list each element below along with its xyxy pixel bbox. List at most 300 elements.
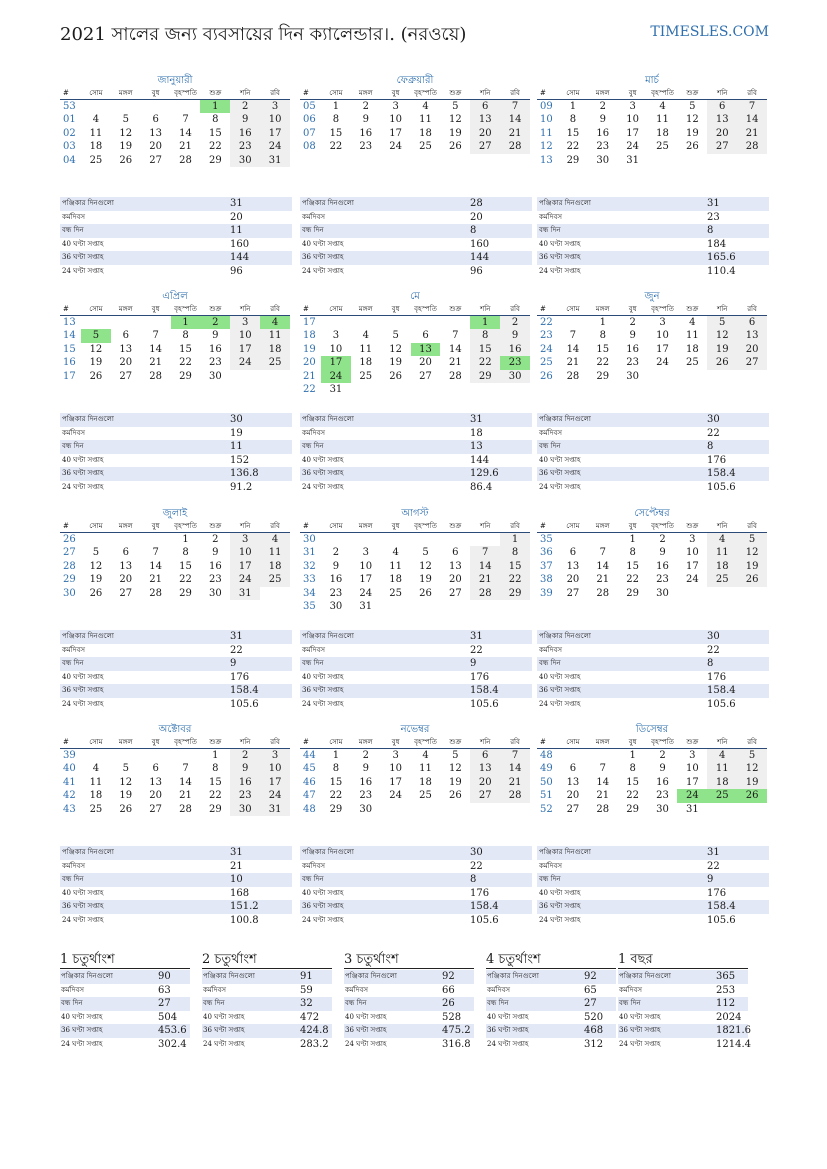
day-cell[interactable]: 9 (230, 113, 260, 126)
day-cell[interactable]: 3 (689, 534, 696, 545)
day-cell[interactable]: 30 (626, 370, 640, 382)
day-cell[interactable]: 1 (470, 316, 500, 329)
day-cell[interactable]: 27 (566, 587, 580, 599)
day-cell[interactable]: 12 (737, 762, 767, 775)
day-cell[interactable]: 18 (707, 560, 737, 573)
day-cell[interactable]: 6 (470, 749, 500, 762)
day-cell[interactable]: 6 (569, 547, 577, 559)
day-cell[interactable]: 11 (419, 114, 432, 126)
day-cell[interactable]: 24 (230, 573, 260, 586)
day-cell[interactable]: 6 (452, 547, 459, 559)
day-cell[interactable]: 27 (470, 789, 500, 802)
day-cell[interactable]: 11 (89, 776, 103, 788)
day-cell[interactable]: 25 (260, 356, 290, 369)
day-cell[interactable]: 24 (626, 141, 640, 153)
day-cell[interactable]: 14 (596, 560, 610, 572)
day-cell[interactable]: 4 (260, 533, 290, 546)
day-cell[interactable]: 24 (677, 789, 707, 802)
day-cell[interactable]: 6 (122, 330, 129, 342)
day-cell[interactable]: 2 (599, 101, 606, 112)
day-cell[interactable]: 28 (500, 140, 530, 153)
day-cell[interactable]: 7 (599, 547, 606, 559)
day-cell[interactable]: 18 (419, 127, 432, 139)
day-cell[interactable]: 20 (119, 574, 133, 586)
day-cell[interactable]: 25 (707, 789, 737, 802)
day-cell[interactable]: 7 (500, 749, 530, 762)
day-cell[interactable]: 21 (179, 790, 192, 802)
day-cell[interactable]: 4 (260, 316, 290, 329)
day-cell[interactable]: 20 (707, 127, 737, 140)
day-cell[interactable]: 28 (449, 370, 462, 382)
day-cell[interactable]: 25 (707, 573, 737, 586)
day-cell[interactable]: 24 (260, 140, 290, 153)
day-cell[interactable]: 10 (230, 546, 260, 559)
day-cell[interactable]: 27 (566, 803, 580, 815)
day-cell[interactable]: 28 (149, 587, 163, 599)
day-cell[interactable]: 20 (449, 574, 462, 586)
day-cell[interactable]: 17 (656, 343, 669, 355)
day-cell[interactable]: 5 (392, 330, 399, 342)
day-cell[interactable]: 29 (329, 803, 343, 815)
day-cell[interactable]: 10 (359, 560, 373, 572)
day-cell[interactable]: 30 (230, 803, 260, 816)
day-cell[interactable]: 15 (626, 776, 640, 788)
day-cell[interactable]: 16 (359, 776, 373, 788)
day-cell[interactable]: 31 (230, 587, 260, 600)
day-cell[interactable]: 14 (449, 343, 462, 355)
day-cell[interactable]: 9 (362, 114, 369, 126)
day-cell[interactable]: 25 (419, 790, 432, 802)
day-cell[interactable]: 20 (149, 790, 163, 802)
day-cell[interactable]: 29 (500, 587, 530, 600)
day-cell[interactable]: 13 (149, 776, 163, 788)
day-cell[interactable]: 29 (626, 587, 640, 599)
day-cell[interactable]: 24 (656, 357, 669, 369)
day-cell[interactable]: 27 (449, 587, 462, 599)
day-cell[interactable]: 4 (689, 317, 696, 328)
day-cell[interactable]: 7 (737, 100, 767, 113)
day-cell[interactable]: 14 (470, 560, 500, 573)
day-cell[interactable]: 15 (179, 343, 192, 355)
day-cell[interactable]: 20 (737, 343, 767, 356)
day-cell[interactable]: 29 (596, 370, 610, 382)
day-cell[interactable]: 29 (566, 154, 580, 166)
day-cell[interactable]: 16 (596, 127, 610, 139)
day-cell[interactable]: 6 (569, 763, 577, 775)
day-cell[interactable]: 23 (230, 140, 260, 153)
day-cell[interactable]: 7 (152, 547, 159, 559)
day-cell[interactable]: 22 (566, 141, 580, 153)
day-cell[interactable]: 8 (470, 329, 500, 342)
day-cell[interactable]: 11 (419, 763, 432, 775)
day-cell[interactable]: 30 (656, 803, 669, 815)
day-cell[interactable]: 29 (209, 803, 222, 815)
day-cell[interactable]: 29 (626, 803, 640, 815)
day-cell[interactable]: 12 (686, 114, 699, 126)
day-cell[interactable]: 2 (659, 534, 666, 545)
day-cell[interactable]: 22 (596, 357, 610, 369)
day-cell[interactable]: 8 (599, 330, 606, 342)
day-cell[interactable]: 16 (329, 574, 343, 586)
day-cell[interactable]: 3 (362, 547, 369, 559)
day-cell[interactable]: 28 (500, 789, 530, 802)
day-cell[interactable]: 19 (89, 574, 103, 586)
day-cell[interactable]: 3 (230, 533, 260, 546)
day-cell[interactable]: 26 (119, 803, 133, 815)
day-cell[interactable]: 8 (212, 763, 219, 775)
day-cell[interactable]: 19 (119, 790, 133, 802)
day-cell[interactable]: 21 (149, 574, 163, 586)
day-cell[interactable]: 13 (566, 776, 580, 788)
day-cell[interactable]: 4 (707, 749, 737, 762)
day-cell[interactable]: 12 (419, 560, 432, 572)
day-cell[interactable]: 14 (566, 343, 580, 355)
day-cell[interactable]: 6 (152, 763, 159, 775)
day-cell[interactable]: 17 (260, 776, 290, 789)
day-cell[interactable]: 16 (209, 560, 222, 572)
day-cell[interactable]: 27 (737, 356, 767, 369)
day-cell[interactable]: 28 (596, 803, 610, 815)
day-cell[interactable]: 4 (707, 533, 737, 546)
day-cell[interactable]: 27 (149, 154, 163, 166)
day-cell[interactable]: 30 (230, 154, 260, 167)
day-cell[interactable]: 1 (200, 100, 230, 113)
day-cell[interactable]: 14 (500, 762, 530, 775)
day-cell[interactable]: 8 (629, 547, 636, 559)
day-cell[interactable]: 20 (470, 776, 500, 789)
day-cell[interactable]: 13 (119, 560, 133, 572)
day-cell[interactable]: 17 (359, 574, 373, 586)
day-cell[interactable]: 9 (599, 114, 606, 126)
day-cell[interactable]: 25 (656, 141, 669, 153)
day-cell[interactable]: 17 (389, 776, 403, 788)
day-cell[interactable]: 25 (359, 370, 373, 382)
day-cell[interactable]: 23 (626, 357, 640, 369)
day-cell[interactable]: 5 (422, 547, 429, 559)
day-cell[interactable]: 18 (419, 776, 432, 788)
day-cell[interactable]: 26 (389, 370, 403, 382)
day-cell[interactable]: 19 (419, 574, 432, 586)
day-cell[interactable]: 21 (179, 141, 192, 153)
day-cell[interactable]: 13 (470, 762, 500, 775)
day-cell[interactable]: 10 (260, 113, 290, 126)
day-cell[interactable]: 18 (686, 343, 699, 355)
day-cell[interactable]: 12 (449, 763, 462, 775)
day-cell[interactable]: 3 (659, 317, 666, 328)
day-cell[interactable]: 9 (500, 329, 530, 342)
day-cell[interactable]: 30 (329, 600, 343, 612)
day-cell[interactable]: 1 (332, 101, 340, 112)
day-cell[interactable]: 30 (359, 803, 373, 815)
day-cell[interactable]: 23 (329, 587, 343, 599)
day-cell[interactable]: 1 (629, 750, 636, 761)
day-cell[interactable]: 13 (707, 113, 737, 126)
day-cell[interactable]: 27 (419, 370, 432, 382)
day-cell[interactable]: 14 (500, 113, 530, 126)
day-cell[interactable]: 21 (470, 573, 500, 586)
day-cell[interactable]: 11 (260, 546, 290, 559)
day-cell[interactable]: 14 (149, 343, 163, 355)
day-cell[interactable]: 7 (470, 546, 500, 559)
day-cell[interactable]: 29 (209, 154, 222, 166)
day-cell[interactable]: 24 (389, 790, 403, 802)
day-cell[interactable]: 22 (626, 790, 640, 802)
day-cell[interactable]: 15 (329, 127, 343, 139)
day-cell[interactable]: 26 (707, 356, 737, 369)
day-cell[interactable]: 21 (500, 127, 530, 140)
day-cell[interactable]: 21 (596, 790, 610, 802)
day-cell[interactable]: 15 (209, 776, 222, 788)
day-cell[interactable]: 3 (392, 101, 399, 112)
day-cell[interactable]: 23 (500, 356, 530, 369)
day-cell[interactable]: 14 (737, 113, 767, 126)
day-cell[interactable]: 31 (626, 154, 640, 166)
day-cell[interactable]: 9 (230, 762, 260, 775)
day-cell[interactable]: 18 (89, 790, 103, 802)
day-cell[interactable]: 13 (411, 343, 441, 356)
day-cell[interactable]: 23 (209, 357, 222, 369)
day-cell[interactable]: 8 (332, 763, 340, 775)
day-cell[interactable]: 4 (422, 101, 429, 112)
day-cell[interactable]: 17 (626, 127, 640, 139)
day-cell[interactable]: 2 (212, 534, 219, 545)
day-cell[interactable]: 17 (686, 560, 699, 572)
day-cell[interactable]: 1 (332, 750, 340, 761)
day-cell[interactable]: 14 (179, 776, 192, 788)
day-cell[interactable]: 18 (359, 357, 373, 369)
day-cell[interactable]: 9 (659, 547, 666, 559)
day-cell[interactable]: 1 (569, 101, 577, 112)
day-cell[interactable]: 21 (500, 776, 530, 789)
day-cell[interactable]: 2 (362, 101, 369, 112)
day-cell[interactable]: 16 (359, 127, 373, 139)
day-cell[interactable]: 28 (149, 370, 163, 382)
day-cell[interactable]: 31 (260, 154, 290, 167)
day-cell[interactable]: 21 (566, 357, 580, 369)
day-cell[interactable]: 12 (389, 343, 403, 355)
day-cell[interactable]: 25 (686, 357, 699, 369)
day-cell[interactable]: 4 (659, 101, 666, 112)
day-cell[interactable]: 12 (119, 127, 133, 139)
day-cell[interactable]: 27 (119, 370, 133, 382)
day-cell[interactable]: 1 (171, 316, 201, 329)
day-cell[interactable]: 3 (230, 316, 260, 329)
day-cell[interactable]: 25 (89, 803, 103, 815)
day-cell[interactable]: 27 (470, 140, 500, 153)
day-cell[interactable]: 5 (452, 750, 459, 761)
day-cell[interactable]: 8 (569, 114, 577, 126)
day-cell[interactable]: 22 (329, 790, 343, 802)
day-cell[interactable]: 15 (179, 560, 192, 572)
day-cell[interactable]: 5 (81, 329, 111, 342)
day-cell[interactable]: 1 (629, 534, 636, 545)
day-cell[interactable]: 16 (626, 343, 640, 355)
day-cell[interactable]: 7 (152, 330, 159, 342)
day-cell[interactable]: 3 (260, 100, 290, 113)
day-cell[interactable]: 30 (209, 587, 222, 599)
day-cell[interactable]: 10 (230, 329, 260, 342)
day-cell[interactable]: 30 (500, 370, 530, 383)
day-cell[interactable]: 22 (329, 141, 343, 153)
day-cell[interactable]: 11 (359, 343, 373, 355)
day-cell[interactable]: 4 (92, 763, 100, 775)
day-cell[interactable]: 25 (389, 587, 403, 599)
day-cell[interactable]: 29 (179, 587, 192, 599)
day-cell[interactable]: 20 (566, 574, 580, 586)
day-cell[interactable]: 10 (626, 114, 640, 126)
day-cell[interactable]: 20 (419, 357, 432, 369)
day-cell[interactable]: 3 (260, 749, 290, 762)
day-cell[interactable]: 3 (392, 750, 399, 761)
day-cell[interactable]: 16 (230, 776, 260, 789)
day-cell[interactable]: 12 (89, 560, 103, 572)
day-cell[interactable]: 27 (119, 587, 133, 599)
day-cell[interactable]: 5 (737, 749, 767, 762)
day-cell[interactable]: 5 (707, 316, 737, 329)
day-cell[interactable]: 10 (329, 343, 343, 355)
day-cell[interactable]: 5 (737, 533, 767, 546)
day-cell[interactable]: 19 (119, 141, 133, 153)
day-cell[interactable]: 22 (209, 790, 222, 802)
day-cell[interactable]: 11 (656, 114, 669, 126)
day-cell[interactable]: 23 (230, 789, 260, 802)
day-cell[interactable]: 17 (230, 560, 260, 573)
day-cell[interactable]: 11 (686, 330, 699, 342)
day-cell[interactable]: 23 (209, 574, 222, 586)
day-cell[interactable]: 6 (122, 547, 129, 559)
day-cell[interactable]: 11 (707, 762, 737, 775)
day-cell[interactable]: 4 (362, 330, 369, 342)
day-cell[interactable]: 19 (737, 776, 767, 789)
day-cell[interactable]: 2 (200, 316, 230, 329)
day-cell[interactable]: 1 (599, 317, 606, 328)
day-cell[interactable]: 8 (182, 547, 189, 559)
day-cell[interactable]: 14 (149, 560, 163, 572)
day-cell[interactable]: 1 (182, 534, 189, 545)
day-cell[interactable]: 7 (500, 100, 530, 113)
day-cell[interactable]: 21 (737, 127, 767, 140)
day-cell[interactable]: 28 (470, 587, 500, 600)
day-cell[interactable]: 16 (209, 343, 222, 355)
day-cell[interactable]: 28 (179, 154, 192, 166)
day-cell[interactable]: 19 (449, 127, 462, 139)
day-cell[interactable]: 15 (566, 127, 580, 139)
day-cell[interactable]: 9 (659, 763, 666, 775)
day-cell[interactable]: 13 (449, 560, 462, 572)
day-cell[interactable]: 20 (149, 141, 163, 153)
day-cell[interactable]: 30 (656, 587, 669, 599)
day-cell[interactable]: 2 (659, 750, 666, 761)
day-cell[interactable]: 17 (389, 127, 403, 139)
day-cell[interactable]: 5 (122, 114, 129, 126)
day-cell[interactable]: 24 (230, 356, 260, 369)
day-cell[interactable]: 21 (449, 357, 462, 369)
day-cell[interactable]: 19 (449, 776, 462, 788)
day-cell[interactable]: 13 (149, 127, 163, 139)
day-cell[interactable]: 19 (686, 127, 699, 139)
day-cell[interactable]: 10 (656, 330, 669, 342)
day-cell[interactable]: 28 (566, 370, 580, 382)
day-cell[interactable]: 13 (470, 113, 500, 126)
day-cell[interactable]: 12 (119, 776, 133, 788)
day-cell[interactable]: 7 (599, 763, 606, 775)
day-cell[interactable]: 23 (656, 790, 669, 802)
day-cell[interactable]: 5 (92, 547, 100, 559)
day-cell[interactable]: 15 (500, 560, 530, 573)
day-cell[interactable]: 23 (359, 790, 373, 802)
day-cell[interactable]: 24 (389, 141, 403, 153)
day-cell[interactable]: 22 (179, 357, 192, 369)
day-cell[interactable]: 31 (359, 600, 373, 612)
day-cell[interactable]: 15 (329, 776, 343, 788)
day-cell[interactable]: 18 (656, 127, 669, 139)
day-cell[interactable]: 16 (230, 127, 260, 140)
day-cell[interactable]: 24 (321, 370, 351, 383)
day-cell[interactable]: 2 (332, 547, 340, 559)
day-cell[interactable]: 15 (209, 127, 222, 139)
day-cell[interactable]: 30 (209, 370, 222, 382)
day-cell[interactable]: 10 (260, 762, 290, 775)
day-cell[interactable]: 2 (500, 316, 530, 329)
day-cell[interactable]: 28 (179, 803, 192, 815)
day-cell[interactable]: 26 (419, 587, 432, 599)
day-cell[interactable]: 22 (626, 574, 640, 586)
day-cell[interactable]: 26 (737, 573, 767, 586)
day-cell[interactable]: 13 (737, 329, 767, 342)
day-cell[interactable]: 6 (152, 114, 159, 126)
day-cell[interactable]: 26 (686, 141, 699, 153)
day-cell[interactable]: 5 (452, 101, 459, 112)
day-cell[interactable]: 12 (449, 114, 462, 126)
day-cell[interactable]: 21 (596, 574, 610, 586)
day-cell[interactable]: 4 (422, 750, 429, 761)
day-cell[interactable]: 29 (470, 370, 500, 383)
day-cell[interactable]: 2 (230, 749, 260, 762)
day-cell[interactable]: 22 (209, 141, 222, 153)
day-cell[interactable]: 8 (629, 763, 636, 775)
day-cell[interactable]: 26 (737, 789, 767, 802)
day-cell[interactable]: 17 (686, 776, 699, 788)
day-cell[interactable]: 7 (452, 330, 459, 342)
day-cell[interactable]: 4 (92, 114, 100, 126)
day-cell[interactable]: 9 (362, 763, 369, 775)
day-cell[interactable]: 11 (707, 546, 737, 559)
day-cell[interactable]: 15 (596, 343, 610, 355)
day-cell[interactable]: 29 (179, 370, 192, 382)
day-cell[interactable]: 8 (500, 546, 530, 559)
day-cell[interactable]: 14 (596, 776, 610, 788)
day-cell[interactable]: 26 (89, 370, 103, 382)
day-cell[interactable]: 26 (449, 141, 462, 153)
day-cell[interactable]: 3 (332, 330, 340, 342)
day-cell[interactable]: 13 (119, 343, 133, 355)
day-cell[interactable]: 26 (449, 790, 462, 802)
day-cell[interactable]: 15 (626, 560, 640, 572)
day-cell[interactable]: 2 (230, 100, 260, 113)
day-cell[interactable]: 6 (737, 316, 767, 329)
day-cell[interactable]: 7 (182, 763, 189, 775)
day-cell[interactable]: 9 (332, 560, 340, 572)
day-cell[interactable]: 20 (119, 357, 133, 369)
day-cell[interactable]: 3 (689, 750, 696, 761)
day-cell[interactable]: 11 (89, 127, 103, 139)
day-cell[interactable]: 23 (656, 574, 669, 586)
day-cell[interactable]: 12 (737, 546, 767, 559)
day-cell[interactable]: 7 (569, 330, 577, 342)
day-cell[interactable]: 28 (737, 140, 767, 153)
day-cell[interactable]: 14 (179, 127, 192, 139)
day-cell[interactable]: 16 (500, 343, 530, 356)
